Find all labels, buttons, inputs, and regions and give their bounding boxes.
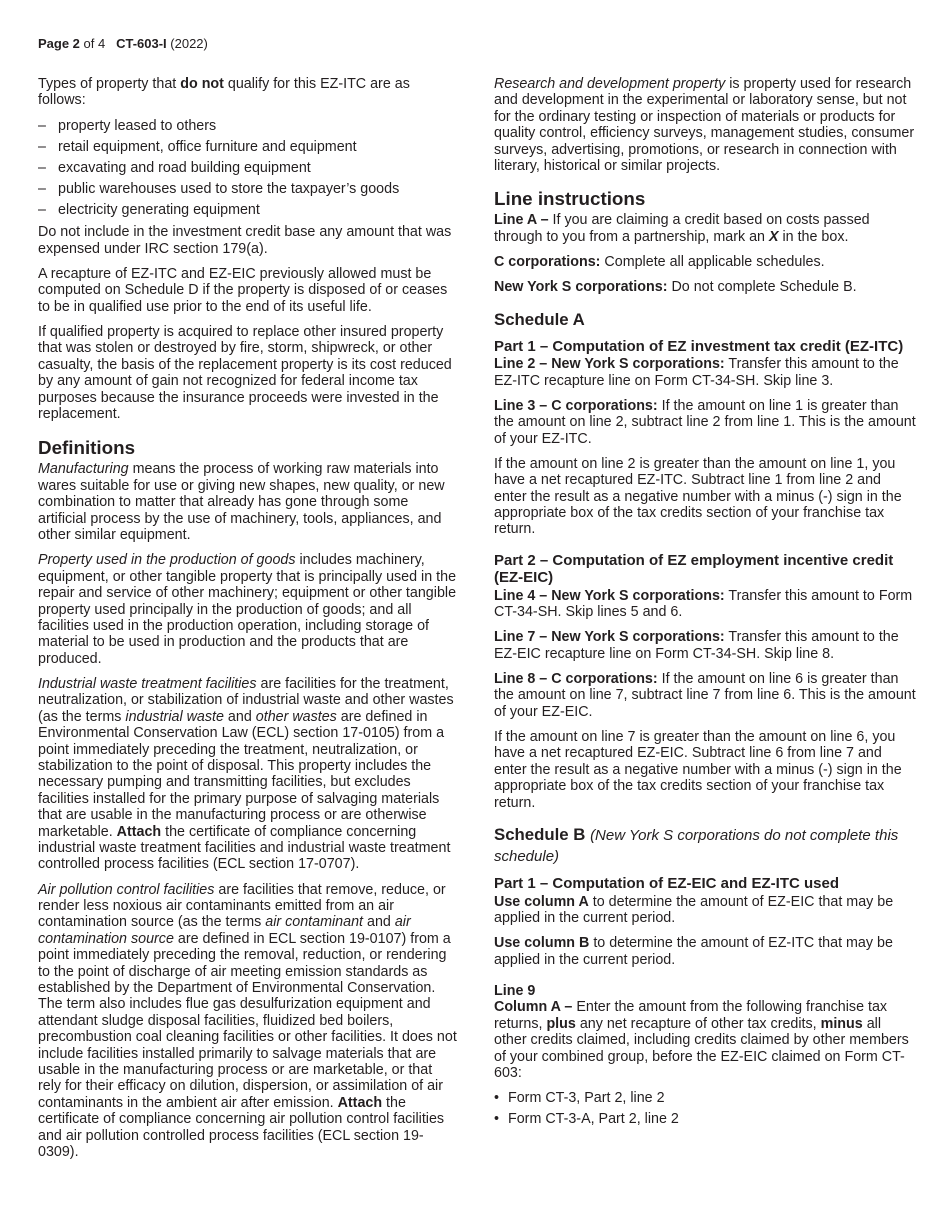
list-item: – excavating and road building equipment: [38, 160, 458, 176]
column-a-instruction: Use column A to determine the amount of EZ-EIC that may be applied in the current period.: [494, 893, 894, 926]
schedule-b-heading: Schedule B (New York S corporations do not complete this schedule): [494, 825, 899, 866]
line-9-column-a: Column A – Enter the amount from the following franchise tax returns, plus any net recapture of other tax credits, minus all other credits claimed, including credits claimed by other members of your combined group, before the EZ-EIC claimed on Form CT-603:: [494, 999, 909, 1082]
replacement-property-paragraph: If qualified property is acquired to replace other insured property that was stolen or destroyed by fire, storm, shipwreck, or other casualty, the basis of the replacement property is its cost reduced by any amount of gain not recognized for federal income tax purposes because the insurance proceeds were invested in the replacement.: [38, 324, 452, 423]
form-id: CT-603-I: [116, 36, 167, 51]
list-item: • Form CT-3-A, Part 2, line 2: [494, 1111, 916, 1127]
schedule-a-part1-heading: Part 1 – Computation of EZ investment tax credit (EZ-ITC): [494, 337, 904, 355]
excluded-property-list: [38, 118, 458, 219]
line-7-instruction: Line 7 – New York S corporations: Transfer this amount to the EZ-EIC recapture line on Form CT-34-SH. Skip line 8.: [494, 629, 899, 662]
line-2-instruction: Line 2 – New York S corporations: Transfer this amount to the EZ-ITC recapture line on Form CT-34-SH. Skip line 3.: [494, 356, 899, 389]
page-header: [38, 36, 208, 51]
page-label: Page 2: [38, 36, 80, 51]
list-item: – property leased to others: [38, 118, 458, 134]
list-item: • Form CT-3, Part 2, line 2: [494, 1090, 916, 1106]
right-column: [494, 76, 916, 1132]
def-air-pollution: Air pollution control facilities are facilities that remove, reduce, or render less noxious air contaminants emitted from an air contamination source (as the terms air contaminant and air contamination source are defined in ECL section 19-0107) from a point immediately preceding the removal, reduction, or rendering to the point of discharge of air meeting emission standards as established by the Department of Environmental Conservation. The term also includes flue gas desulfurization equipment and attendant sludge disposal facilities, fluidized bed boilers, precombustion coal cleaning facilities or other facilities. It does not include facilities installed primarily to salvage materials that are usable in the manufacturing process or are marketable, or that rely for their efficacy on dilution, dispersion, or assimilation of air contaminants in the ambient air after emission. Attach the certificate of compliance concerning air pollution control facilities and air pollution controlled process facilities (ECL section 19-0309).: [38, 881, 457, 1161]
line-3-instruction: Line 3 – C corporations: If the amount on line 1 is greater than the amount on line 2, subtract line 2 from line 1. This is the amount of your EZ-ITC.: [494, 397, 916, 447]
schedule-b-part1-heading: Part 1 – Computation of EZ-EIC and EZ-ITC used: [494, 875, 840, 893]
line-9-heading: Line 9: [494, 983, 536, 999]
def-industrial-waste: Industrial waste treatment facilities are facilities for the treatment, neutralization, or stabilization of industrial waste and other wastes (as the terms industrial waste and other wastes are defined in Environmental Conservation Law (ECL) section 17-0105) from a point immediately preceding the treatment, neutralization, or stabilization to the point of disposal. This property includes the necessary pumping and transmitting facilities, but excludes facilities installed for the primary purpose of salvaging materials that are usable in the manufacturing process or are otherwise marketable. Attach the certificate of compliance concerning industrial waste treatment facilities and industrial waste treatment controlled process facilities (ECL section 17-0707).: [38, 675, 454, 873]
recapture-paragraph: A recapture of EZ-ITC and EZ-EIC previously allowed must be computed on Schedule D if the property is disposed of or ceases to be in qualified use prior to the end of its useful life.: [38, 266, 448, 315]
left-column: [38, 76, 458, 1169]
line-8-instruction: Line 8 – C corporations: If the amount on line 6 is greater than the amount on line 7, subtract line 7 from line 6. This is the amount of your EZ-EIC.: [494, 671, 916, 720]
column-b-instruction: Use column B to determine the amount of EZ-ITC that may be applied in the current period.: [494, 935, 893, 968]
form-year: (2022): [170, 36, 208, 51]
list-item: – public warehouses used to store the taxpayer’s goods: [38, 181, 458, 197]
line-8-recapture-paragraph: If the amount on line 7 is greater than the amount on line 6, you have a net recaptured EZ-EIC. Subtract line 6 from line 7 and enter the result as a negative number with a minus (-) sign in the appropriate box of the tax credits section of your franchise tax return.: [494, 729, 902, 811]
line-4-instruction: Line 4 – New York S corporations: Transfer this amount to Form CT-34-SH. Skip lines 5 and 6.: [494, 587, 913, 621]
schedule-b-note: (New York S corporations do not complete this schedule): [494, 827, 899, 866]
def-production-property: Property used in the production of goods includes machinery, equipment, or other tangible property that is principally used in the repair and service of other machinery; equipment or other tangible property used principally in the production of goods; and all facilities used in the production operation, including storage of material to be used in production and the products that are produced.: [38, 552, 457, 667]
c-corporations-note: C corporations: Complete all applicable schedules.: [494, 254, 825, 271]
definitions-heading: Definitions: [38, 437, 136, 459]
ny-s-corporations-note: New York S corporations: Do not complete Schedule B.: [494, 279, 857, 296]
schedule-a-heading: Schedule A: [494, 309, 585, 329]
line-3-recapture-paragraph: If the amount on line 2 is greater than the amount on line 1, you have a net recaptured EZ-ITC. Subtract line 1 from line 2 and enter the result as a negative number with a minus (-) sign in the appropriate box of the tax credits section of your franchise tax return.: [494, 455, 902, 538]
section-179a-paragraph: Do not include in the investment credit base any amount that was expensed under IRC section 179(a).: [38, 224, 452, 257]
def-manufacturing: Manufacturing means the process of working raw materials into wares suitable for use or giving new shapes, new quality, or new combination to matter that already has gone through some artificial process by the use of machinery, tools, appliances, and other similar equipment.: [38, 461, 445, 544]
page-of-text: of 4: [83, 36, 106, 51]
franchise-forms-list: [494, 1090, 916, 1127]
line-a-instruction: Line A – If you are claiming a credit based on costs passed through to you from a partnership, mark an X in the box.: [494, 212, 870, 245]
list-item: – electricity generating equipment: [38, 202, 458, 218]
line-instructions-heading: Line instructions: [494, 188, 646, 210]
intro-paragraph: Types of property that do not qualify for this EZ-ITC are as follows:: [38, 76, 410, 109]
def-research-development: Research and development property is property used for research and development in the experimental or laboratory sense, but not for the ordinary testing or inspection of materials or products for quality control, efficiency surveys, management studies, consumer surveys, advertising, promotions, or research in connection with literary, historical or similar projects.: [494, 76, 915, 175]
list-item: – retail equipment, office furniture and equipment: [38, 139, 458, 155]
schedule-a-part2-heading: Part 2 – Computation of EZ employment incentive credit (EZ-EIC): [494, 551, 894, 587]
